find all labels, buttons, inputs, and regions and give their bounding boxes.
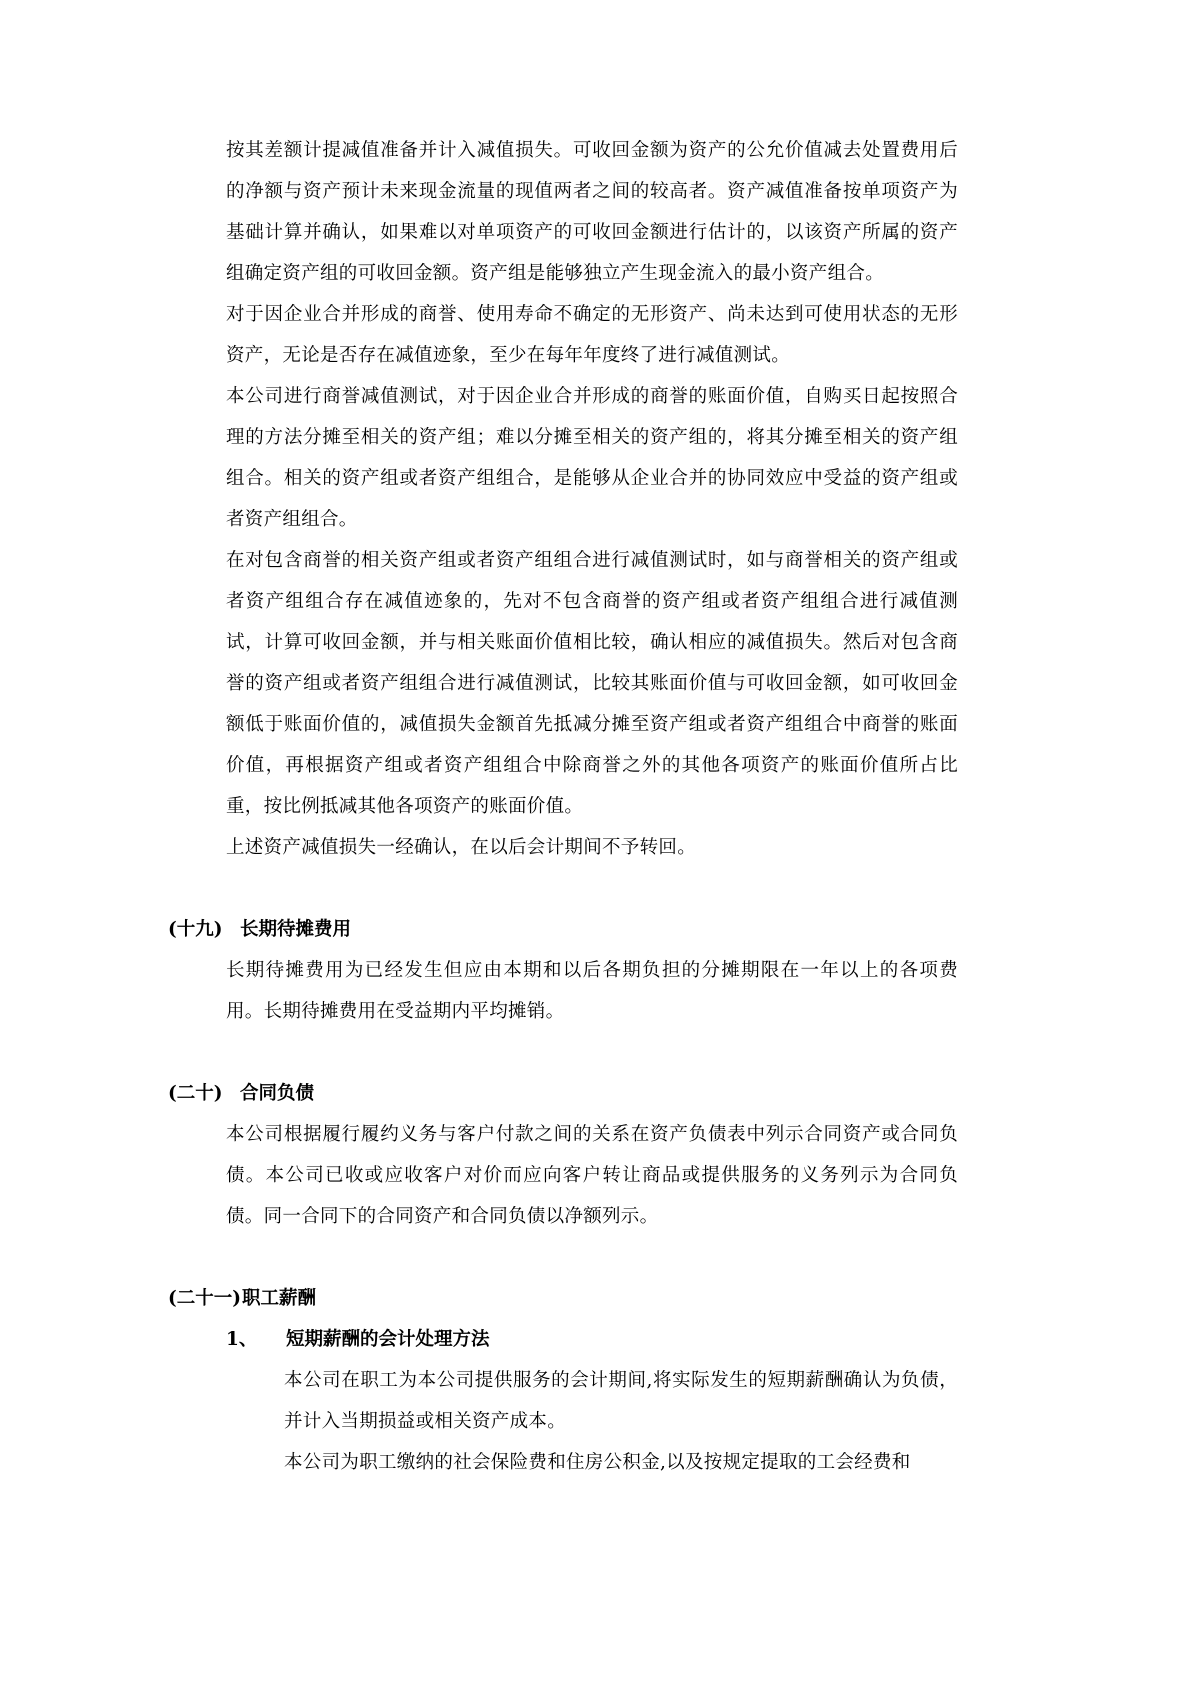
subsection-heading (226, 1319, 958, 1360)
paragraph: 本公司根据履行履约义务与客户付款之间的关系在资产负债表中列示合同资产或合同负债。本公司已收或应收客户对价而应向客户转让商品或提供服务的义务列示为合同负债。同一合同下的合同资产和合同负债以净额列示。 (226, 1124, 958, 1227)
section-title: 职工薪酬 (242, 1288, 317, 1309)
spacer (168, 1237, 958, 1278)
subsection-short-term-compensation (168, 1319, 958, 1483)
section-number: (二十一) (168, 1288, 242, 1309)
section-heading (168, 909, 958, 950)
section-number: (二十) (168, 1083, 223, 1104)
paragraph: 本公司在职工为本公司提供服务的会计期间,将实际发生的短期薪酬确认为负债，并计入当期损益或相关资产成本。 (284, 1370, 958, 1432)
paragraph: 上述资产减值损失一经确认，在以后会计期间不予转回。 (226, 837, 697, 858)
spacer (168, 1032, 958, 1073)
section-title: 合同负债 (240, 1083, 315, 1104)
paragraph: 本公司进行商誉减值测试，对于因企业合并形成的商誉的账面价值，自购买日起按照合理的方法分摊至相关的资产组；难以分摊至相关的资产组的，将其分摊至相关的资产组组合。相关的资产组或者资产组组合，是能够从企业合并的协同效应中受益的资产组或者资产组组合。 (226, 386, 958, 530)
section-heading (168, 1073, 958, 1114)
section-employee-compensation (168, 1278, 958, 1483)
section-number: (十九) (168, 919, 223, 940)
subsection-title: 短期薪酬的会计处理方法 (286, 1329, 490, 1350)
section-body (226, 950, 958, 1032)
page-content (168, 130, 958, 1483)
section-title: 长期待摊费用 (240, 919, 352, 940)
subsection-number: 1、 (226, 1329, 258, 1350)
intro-paragraphs (226, 130, 958, 868)
section-body (226, 1114, 958, 1237)
paragraph: 在对包含商誉的相关资产组或者资产组组合进行减值测试时，如与商誉相关的资产组或者资产组组合存在减值迹象的，先对不包含商誉的资产组或者资产组组合进行减值测试，计算可收回金额，并与相关账面价值相比较，确认相应的减值损失。然后对包含商誉的资产组或者资产组组合进行减值测试，比较其账面价值与可收回金额，如可收回金额低于账面价值的，减值损失金额首先抵减分摊至资产组或者资产组组合中商誉的账面价值，再根据资产组或者资产组组合中除商誉之外的其他各项资产的账面价值所占比重，按比例抵减其他各项资产的账面价值。 (226, 550, 958, 817)
paragraph: 按其差额计提减值准备并计入减值损失。可收回金额为资产的公允价值减去处置费用后的净额与资产预计未来现金流量的现值两者之间的较高者。资产减值准备按单项资产为基础计算并确认，如果难以对单项资产的可收回金额进行估计的，以该资产所属的资产组确定资产组的可收回金额。资产组是能够独立产生现金流入的最小资产组合。 (226, 140, 958, 284)
subsection-body (284, 1360, 958, 1483)
paragraph: 本公司为职工缴纳的社会保险费和住房公积金,以及按规定提取的工会经费和 (284, 1452, 911, 1473)
section-long-term-prepaid-expenses (168, 909, 958, 1032)
spacer (168, 868, 958, 909)
paragraph: 长期待摊费用为已经发生但应由本期和以后各期负担的分摊期限在一年以上的各项费用。长期待摊费用在受益期内平均摊销。 (226, 960, 958, 1022)
section-contract-liabilities (168, 1073, 958, 1237)
paragraph: 对于因企业合并形成的商誉、使用寿命不确定的无形资产、尚未达到可使用状态的无形资产，无论是否存在减值迹象，至少在每年年度终了进行减值测试。 (226, 304, 958, 366)
section-heading (168, 1278, 958, 1319)
